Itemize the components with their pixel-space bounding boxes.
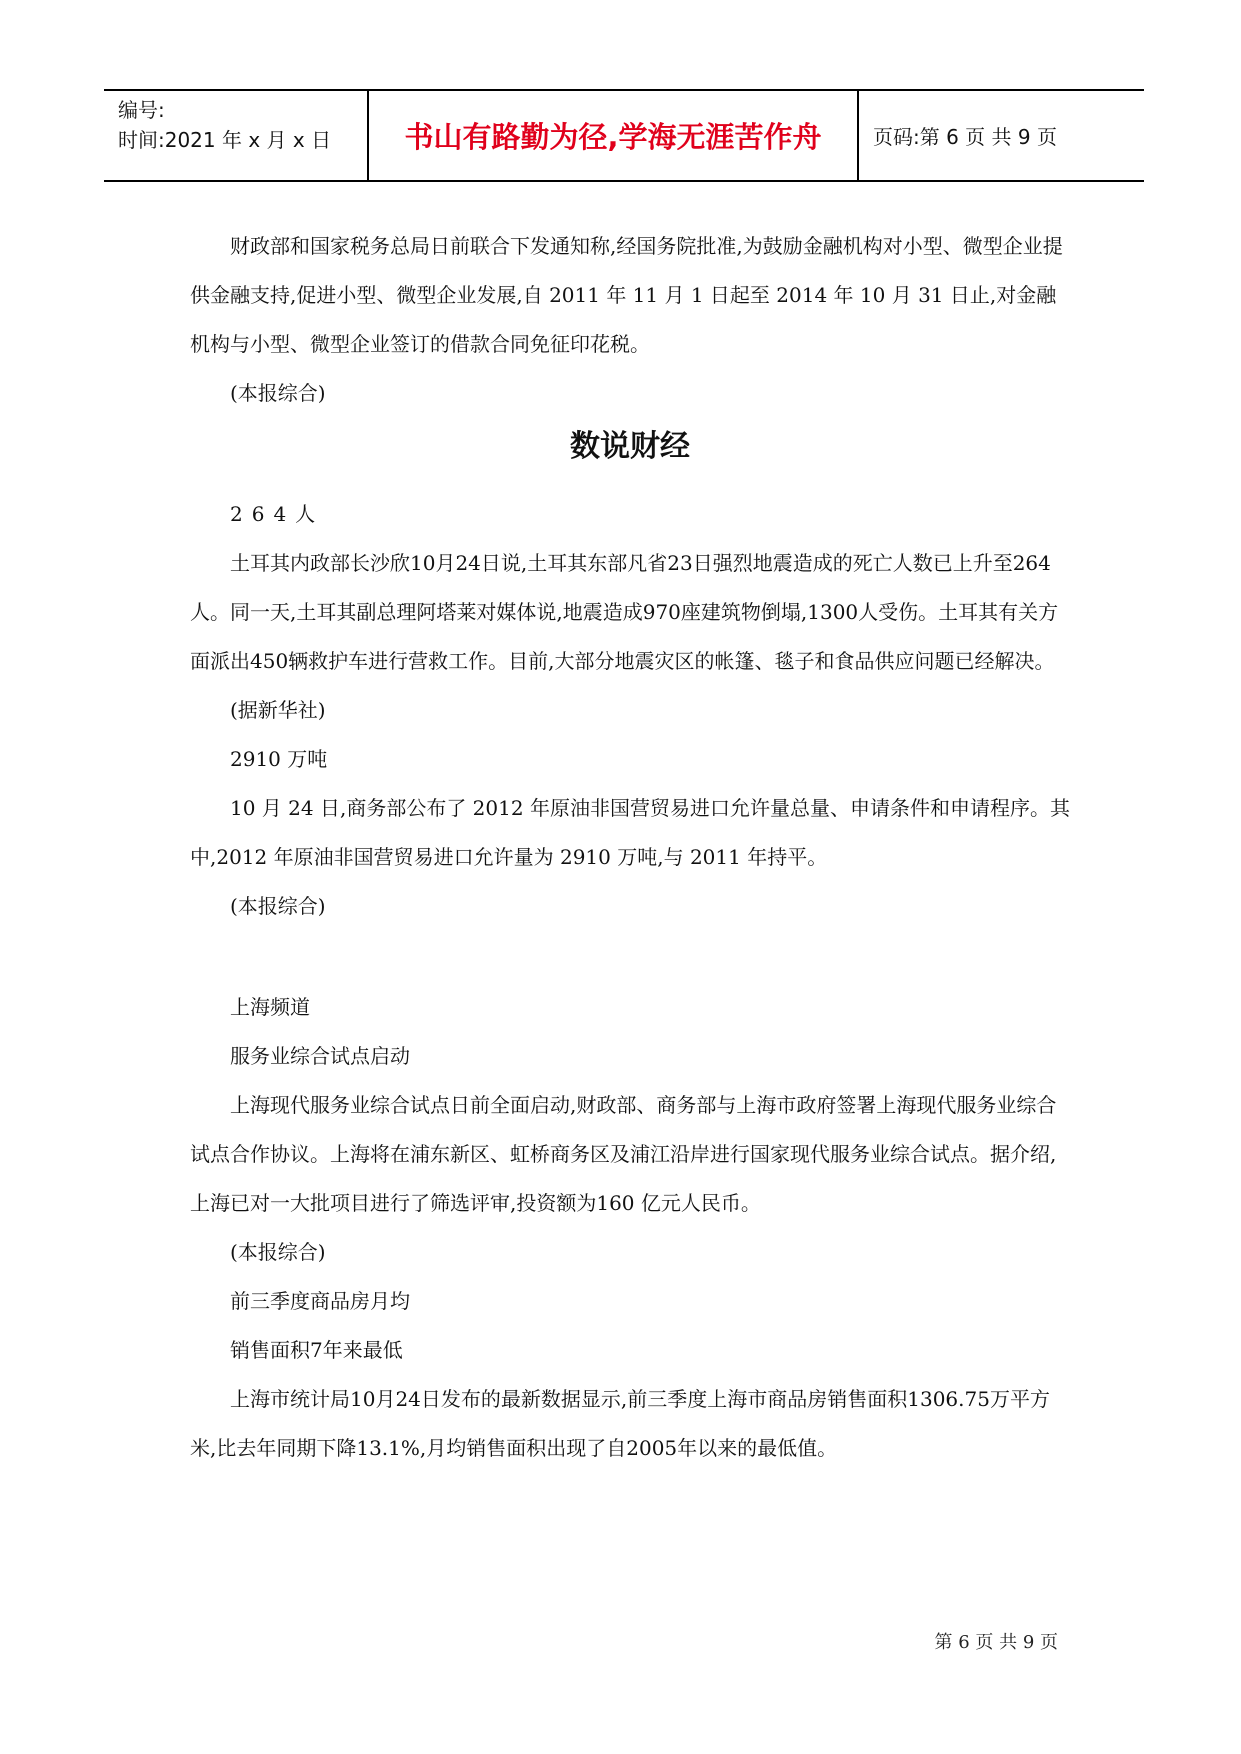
item-headline-line1: 前三季度商品房月均 [230,1289,410,1313]
item-paragraph: 10 月 24 日,商务部公布了 2012 年原油非国营贸易进口允许量总量、申请条件和申请程序。其中,2012 年原油非国营贸易进口允许量为 2910 万吨,与 2011 年持平。 [190,796,1070,869]
section-title: 数说财经 [570,429,690,464]
header-motto: 书山有路勤为径,学海无涯苦作舟 [369,91,859,180]
item-headline: 服务业综合试点启动 [230,1044,410,1068]
channel-title: 上海频道 [230,995,310,1019]
item-headline: 2910 万吨 [230,747,328,771]
item-headline: 264人 [230,502,325,526]
article-source: (本报综合) [230,381,326,405]
item-source: (据新华社) [230,698,326,722]
item-paragraph: 土耳其内政部长沙欣10月24日说,土耳其东部凡省23日强烈地震造成的死亡人数已上升至264人。同一天,土耳其副总理阿塔莱对媒体说,地震造成970座建筑物倒塌,1300人受伤。土耳其有关方面派出450辆救护车进行营救工作。目前,大部分地震灾区的帐篷、毯子和食品供应问题已经解决。 [190,551,1059,673]
document-number-label: 编号: [118,98,165,122]
document-time-label: 时间:2021 年 x 月 x 日 [118,128,332,152]
item-source: (本报综合) [230,894,326,918]
item-paragraph: 上海市统计局10月24日发布的最新数据显示,前三季度上海市商品房销售面积1306.75万平方米,比去年同期下降13.1%,月均销售面积出现了自2005年以来的最低值。 [190,1387,1050,1460]
item-headline-line2: 销售面积7年来最低 [230,1338,403,1362]
spacer [190,931,1070,983]
page-header [104,89,1144,182]
item-paragraph: 上海现代服务业综合试点日前全面启动,财政部、商务部与上海市政府签署上海现代服务业综合试点合作协议。上海将在浦东新区、虹桥商务区及浦江沿岸进行国家现代服务业综合试点。据介绍,上海已对一大批项目进行了筛选评审,投资额为160 亿元人民币。 [190,1093,1057,1215]
header-page-number: 页码:第 6 页 共 9 页 [873,125,1057,149]
document-body [190,222,1070,1473]
header-meta [104,91,369,180]
article-paragraph: 财政部和国家税务总局日前联合下发通知称,经国务院批准,为鼓励金融机构对小型、微型企业提供金融支持,促进小型、微型企业发展,自 2011 年 11 月 1 日起至 2014 年 10 月 31 日止,对金融机构与小型、微型企业签订的借款合同免征印花税。 [190,234,1063,356]
item-source: (本报综合) [230,1240,326,1264]
page-footer: 第 6 页 共 9 页 [934,1632,1058,1653]
